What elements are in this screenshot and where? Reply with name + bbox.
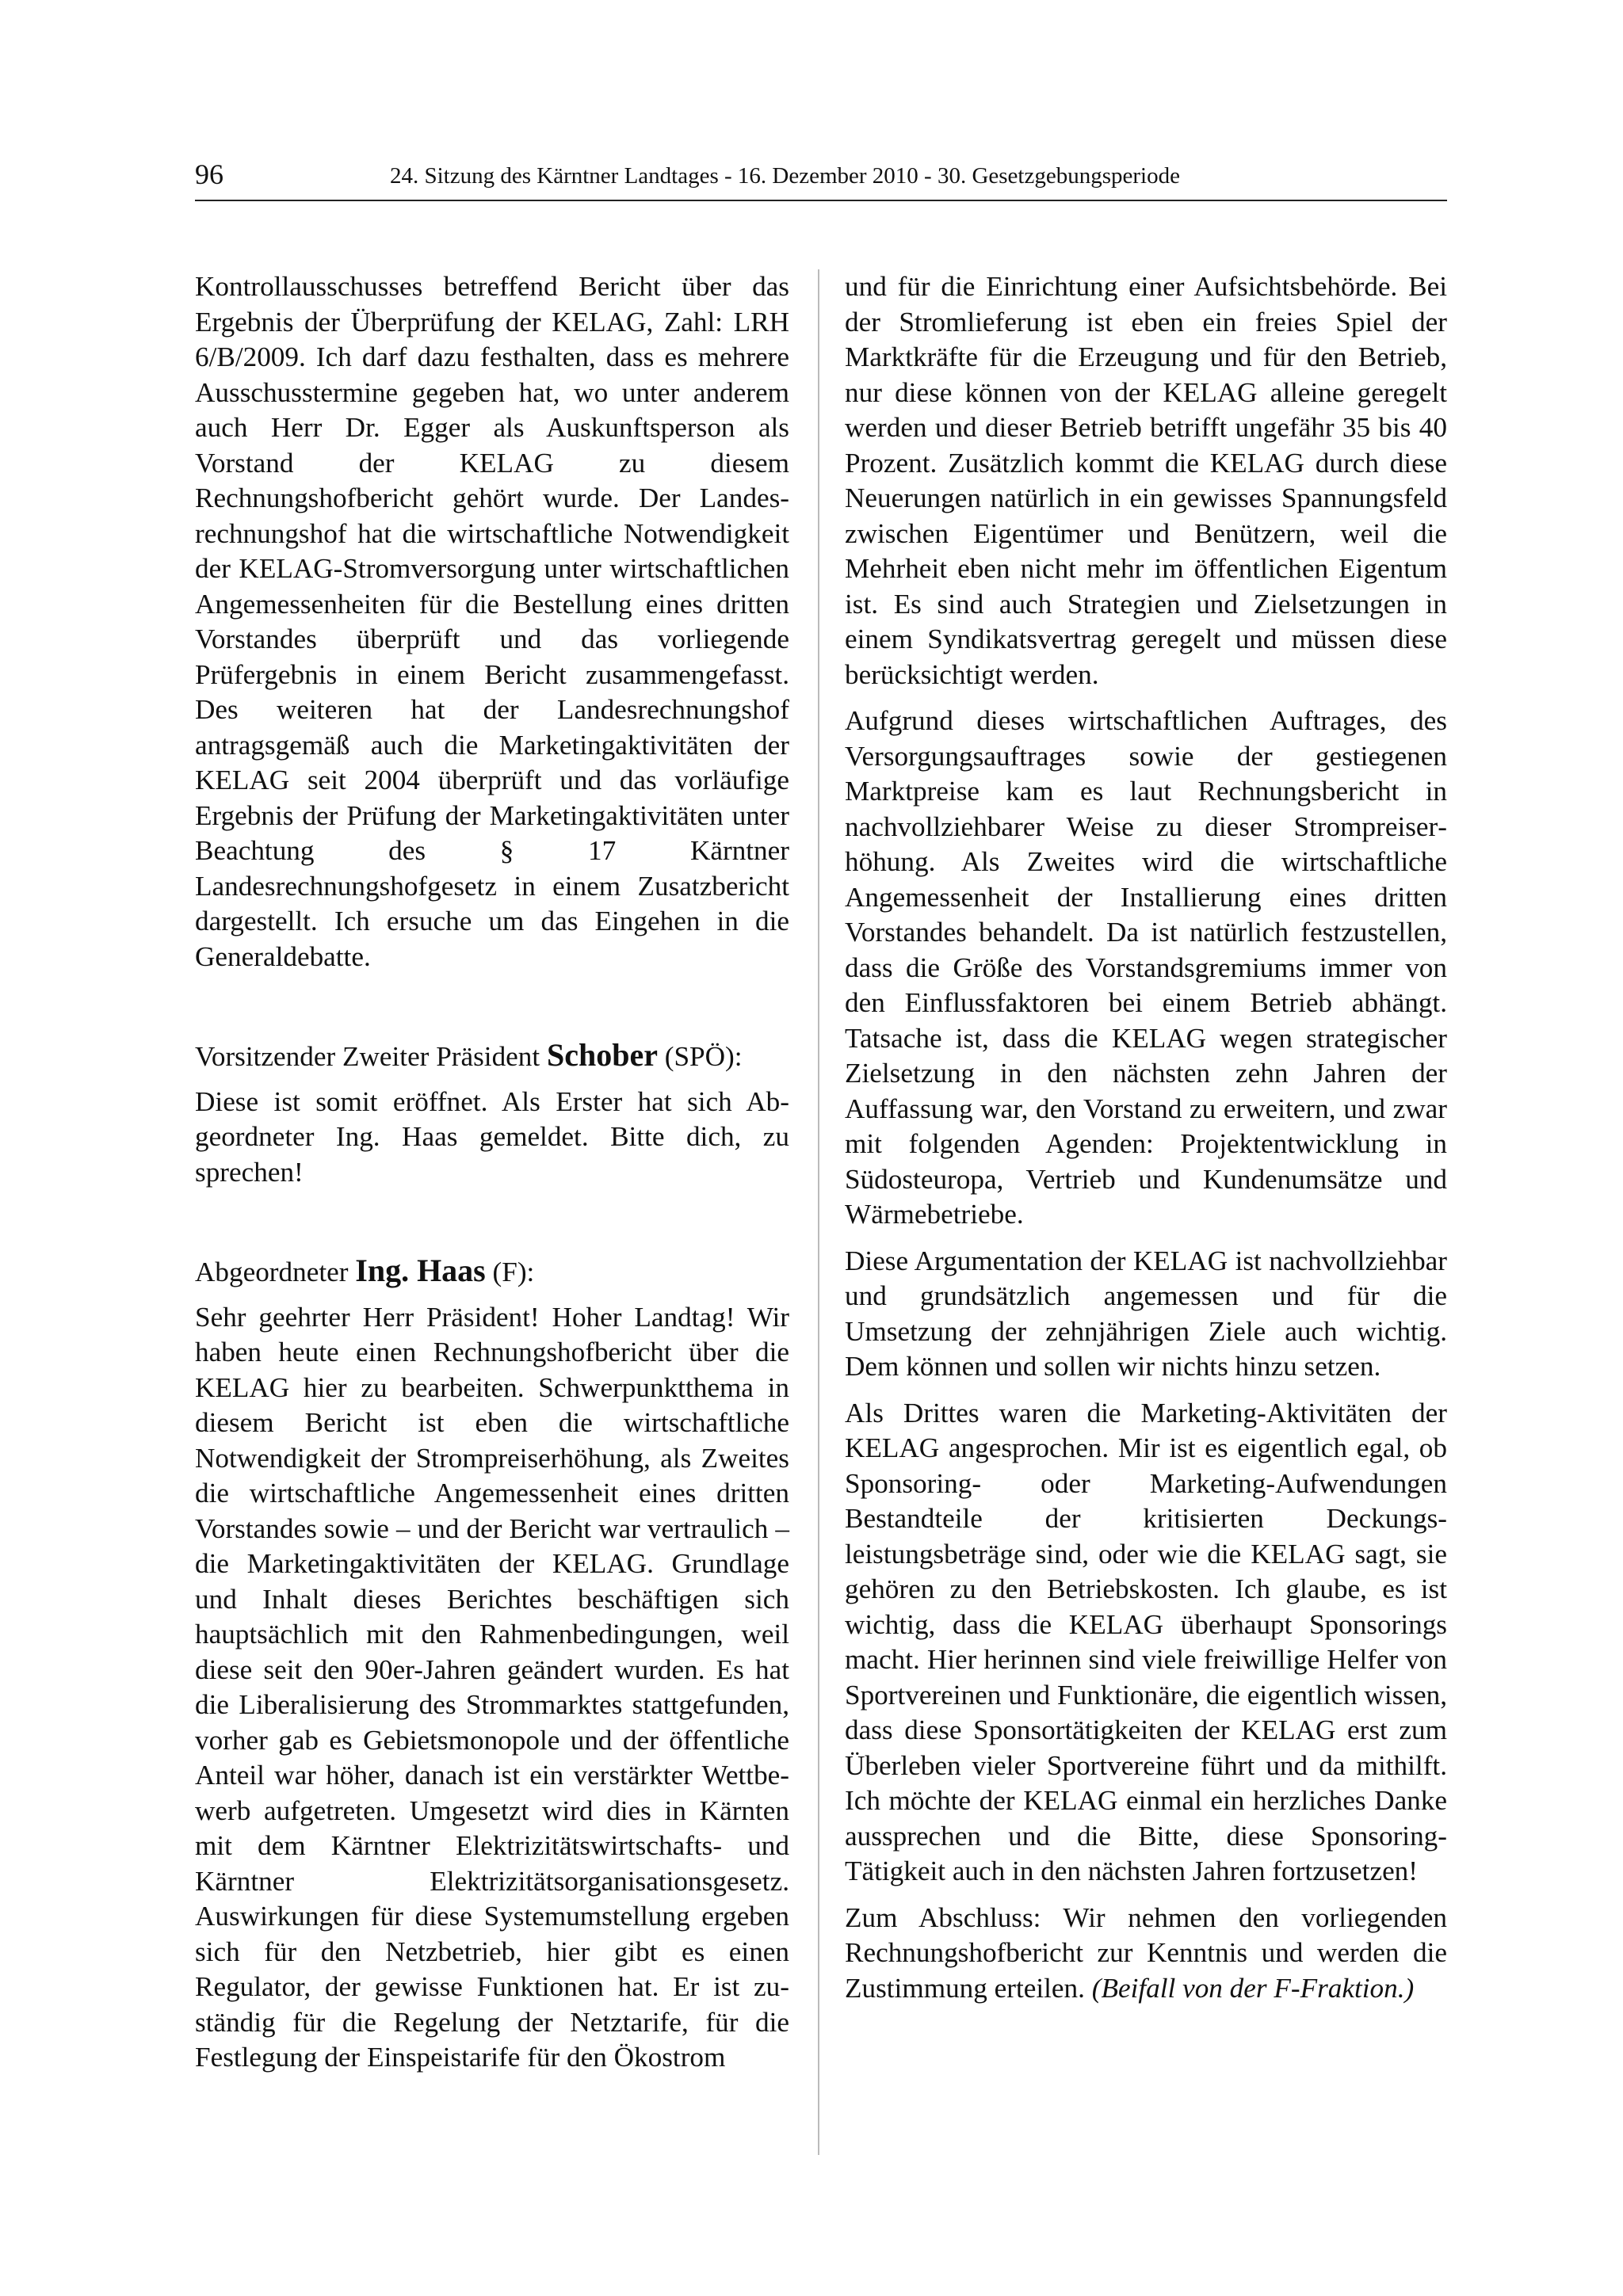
right-column	[845, 269, 1447, 2006]
paragraph: Diese Argumentation der KELAG ist nachvollziehbar und grundsätzlich angemessen und für die Umsetzung der zehnjährigen Ziele auch wichtig. Dem können und sollen wir nichts hinzu setzen.	[845, 1245, 1447, 1382]
speaker-suffix: (SPÖ):	[657, 1041, 743, 1072]
paragraph: Kontrollausschusses betreffend Bericht über das Ergebnis der Überprüfung der KELAG, Zahl: LRH 6/B/2009. Ich darf dazu festhalten, dass es mehrere Ausschusstermine gegeben hat, wo unter anderem auch Herr Dr. Egger als Auskunftsperson als Vorstand der KELAG zu diesem Rechnungshofbericht gehört wurde. Der Landesrechnungshof hat die wirtschaftliche Notwendigkeit der KELAG-Stromversorgung unter wirtschaftlichen Angemessenheiten für die Bestellung eines dritten Vorstandes überprüft und das vorliegende Prüfergebnis in einem Bericht zusammengefasst. Des weiteren hat der Landesrechnungshof antragsgemäß auch die Marketingaktivitäten der KELAG seit 2004 überprüft und das vorläufige Ergebnis der Prüfung der Marketingaktivitäten unter Beachtung des § 17 Kärntner Landesrechnungshofgesetz in einem Zusatzbericht dargestellt. Ich ersuche um das Eingehen in die Generaldebatte.	[195, 271, 789, 972]
page-number: 96	[195, 158, 223, 190]
speaker-line	[195, 1038, 789, 1075]
running-title: 24. Sitzung des Kärntner Landtages - 16. Dezember 2010 - 30. Gesetzgebungsperiode	[390, 163, 1180, 189]
paragraph: Als Drittes waren die Marketing-Aktivitäten der KELAG angesprochen. Mir ist es eigentlich egal, ob Sponsoring- oder Marketing-Aufwendungen Bestandteile der kritisierten Deckungsleistungsbeträge sind, oder wie die KELAG sagt, sie gehören zu den Betriebskosten. Ich glaube, es ist wichtig, dass die KELAG überhaupt Sponsorings macht. Hier herinnen sind viele freiwillige Helfer von Sportvereinen und Funktionäre, die eigentlich wissen, dass diese Sponsortätigkeiten der KELAG erst zum Überleben vieler Sportvereine führt und da mithilft. Ich möchte der KELAG einmal ein herzliches Danke aussprechen und die Bitte, diese Sponsoring-Tätigkeit auch in den nächsten Jahren fortzusetzen!	[845, 1397, 1447, 1886]
column-divider	[818, 269, 819, 2155]
speaker-name: Ing. Haas	[355, 1253, 486, 1288]
speaker-suffix: (F):	[485, 1257, 535, 1287]
paragraph: Diese ist somit eröffnet. Als Erster hat sich Abgeordneter Ing. Haas gemeldet. Bitte dich, zu sprechen!	[195, 1085, 789, 1188]
paragraph: Aufgrund dieses wirtschaftlichen Auftrages, des Versorgungsauftrages sowie der gestiegenen Marktpreise kam es laut Rechnungsbericht in nachvollziehbarer Weise zu dieser Strompreiserhöhung. Als Zweites wird die wirtschaftliche Angemessenheit der Installierung eines dritten Vorstandes behandelt. Da ist natürlich festzustellen, dass die Größe des Vorstandsgremiums immer von den Einflussfaktoren bei einem Betrieb abhängt. Tatsache ist, dass die KELAG wegen strategischer Zielsetzung in den nächsten zehn Jahren der Auffassung war, den Vorstand zu erweitern, und zwar mit folgenden Agenden: Projektentwicklung in Südosteuropa, Vertrieb und Kundenumsätze und Wärmebetriebe.	[845, 705, 1447, 1230]
applause-note: (Beifall von der F-Fraktion.)	[1091, 1972, 1415, 2004]
paragraph: und für die Einrichtung einer Aufsichtsbehörde. Bei der Stromlieferung ist eben ein freies Spiel der Marktkräfte für die Erzeugung und für den Betrieb, nur diese können von der KELAG alleine geregelt werden und dieser Betrieb betrifft ungefähr 35 bis 40 Prozent. Zusätzlich kommt die KELAG durch diese Neuerungen natürlich in ein gewisses Spannungsfeld zwischen Eigentümer und Benützern, weil die Mehrheit eben nicht mehr im öffentlichen Eigentum ist. Es sind auch Strategien und Zielsetzungen in einem Syndikatsvertrag geregelt und müssen diese berücksichtigt werden.	[845, 271, 1447, 690]
speaker-prefix: Abgeordneter	[195, 1257, 356, 1287]
closing-text: Zum Abschluss: Wir nehmen den vorliegenden Rechnungshofbericht zur Kenntnis und werden die Zustimmung erteilen.	[845, 1901, 1447, 2004]
speaker-line	[195, 1253, 789, 1291]
paragraph: Sehr geehrter Herr Präsident! Hoher Landtag! Wir haben heute einen Rechnungshofbericht über die KELAG hier zu bearbeiten. Schwerpunktthema in diesem Bericht ist eben die wirtschaftliche Notwendigkeit der Strompreiserhöhung, als Zweites die wirtschaftliche Angemessenheit eines dritten Vorstandes sowie – und der Bericht war vertraulich – die Marketingaktivitäten der KELAG. Grundlage und Inhalt dieses Berichtes beschäftigen sich hauptsächlich mit den Rahmenbedingungen, weil diese seit den 90er-Jahren geändert wurden. Es hat die Liberalisierung des Strommarktes stattgefunden, vorher gab es Gebietsmonopole und der öffentliche Anteil war höher, danach ist ein verstärkter Wettbewerb aufgetreten. Umgesetzt wird dies in Kärnten mit dem Kärntner Elektrizitätswirtschafts- und Kärntner Elektrizitätsorganisationsgesetz. Auswirkungen für diese Systemumstellung ergeben sich für den Netzbetrieb, hier gibt es einen Regulator, der gewisse Funktionen hat. Er ist zuständig für die Regelung der Netztarife, für die Festlegung der Einspeistarife für den Ökostrom	[195, 1301, 789, 2073]
left-column	[195, 269, 789, 2076]
speaker-name: Schober	[546, 1037, 658, 1073]
speaker-prefix: Vorsitzender Zweiter Präsident	[195, 1041, 547, 1072]
page-header	[195, 155, 1447, 201]
paragraph	[845, 1901, 1447, 2007]
